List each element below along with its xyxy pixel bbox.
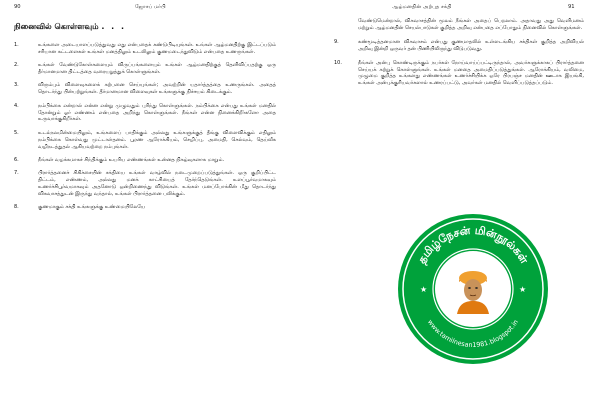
section-title bbox=[14, 22, 126, 32]
item-number: 5. bbox=[14, 129, 19, 136]
item-number: 8. bbox=[14, 204, 19, 211]
list-item bbox=[334, 39, 584, 53]
section-title-dots: . . . bbox=[101, 22, 127, 31]
item-number: 2. bbox=[14, 62, 19, 69]
star-icon: ★ bbox=[420, 285, 428, 294]
item-text: வேண்டுமென்றால், விசுவாசத்தின் மூலம் நீங்கள் அதைப் பெறலாம். அதாவது அது வெளிமனம் மற்றும் ஆழ்மனதின் செயல்பாடுகள் குறித்த அறிவு என்பதை எப்போதும் நினைவில் கொள்ளுங்கள். bbox=[358, 18, 584, 31]
item-number: 10. bbox=[334, 59, 342, 66]
list-item bbox=[14, 204, 276, 211]
emblem-url-text: www.tamilnesan1981.blogspot.in bbox=[426, 318, 520, 350]
portrait-icon bbox=[453, 266, 493, 314]
right-page bbox=[300, 0, 600, 400]
list-item bbox=[14, 62, 276, 76]
item-text: பிரார்த்தனைச் சிகிச்சையின் சக்தியை உங்கள் வாழ்வில் நடைமுறைப்படுத்துங்கள். ஒரு குறிப்பிட்ட திட்டம், எண்ணம், அல்லது மனக் காட்சியைத் தேர்ந்தெடுங்கள். உளப்பூர்வமாகவும் உணர்ச்சிபூர்வமாகவும் அதனோடு ஒன்றிணைந்து விடுங்கள். உங்கள் மனப்போக்கின் மீது தொடர்ந்து விசுவாசத்துடன் இருந்து வந்தால், உங்கள் பிரார்த்தனை பலிக்கும். bbox=[38, 170, 276, 197]
item-number: 6. bbox=[14, 156, 19, 163]
summary-list-continued bbox=[334, 18, 584, 94]
item-text: குணமாகும் சக்தி உங்களுக்கு உண்மையிலேயே bbox=[38, 204, 146, 211]
item-text: நீங்கள் அன்பு கொண்டிருக்கும் நபர்கள் நோய்வாய்ப்பட்டிருந்தால், அவர்களுக்காகப் பிரார்த்தனை செய்யக் கற்றுக் கொள்ளுங்கள். உங்கள் மனதை அமைதிப்படுத்துங்கள். ஆரோக்கியம், வலிமை, முழுமை குறித்த உங்களது எண்ணங்கள் உணர்ச்சியிக்க ஒரே பிரபஞ்ச மனதின் ஊடாக இயங்கி, உங்கள் அன்புக்குரியவர்களால் உணரப்பட்டு, அவர்கள் மனதில் வெளிப்படுத்தப்படும். bbox=[358, 59, 584, 87]
item-text: கண்மூடித்தனமான விசுவாசம் என்பது குணமாதலில் உள்ளடங்கிய சக்திகள் குறித்த அறிவியல் அறிவு இன்றி ஒருவர் தன் பிணியிலிருந்து விடுபடுவது. bbox=[358, 38, 584, 52]
section-title-text: நினைவில் கொள்ளவும் bbox=[14, 22, 99, 31]
item-number: 3. bbox=[14, 82, 19, 89]
publisher-emblem bbox=[398, 214, 548, 364]
list-item bbox=[14, 82, 276, 96]
running-title: ஆழ்மனதின் அற்புத சக்தி bbox=[392, 4, 452, 10]
item-number: 9. bbox=[334, 38, 339, 45]
list-item bbox=[14, 130, 276, 151]
list-item bbox=[14, 157, 276, 164]
summary-list bbox=[14, 42, 276, 217]
list-item bbox=[334, 18, 584, 32]
item-number: 4. bbox=[14, 102, 19, 109]
item-text: உங்கள் வேண்டுகோள்களையும் விருப்பங்களையும் உங்கள் ஆழ்மனதிற்குத் தெளிவிப்பதற்கு ஒரு தீர்மானமான திட்டத்தை வரையறுத்துக் கொள்ளுங்கள். bbox=[38, 62, 276, 76]
list-item bbox=[14, 103, 276, 124]
item-text: உடல்நலமின்மையிலும், உங்களைப் பாதிக்கும் அல்லது உங்களுக்குத் தீங்கு விளைவிக்கும் எதிலும் நம்பிக்கை கொள்வது முட்டாள்தனம். பூரண ஆரோக்கியம், செழிப்பு, அமைதி, செல்வம், தெய்வீக வழிநடத்துதல் ஆகியவற்றை நம்புங்கள். bbox=[38, 129, 276, 150]
emblem-ring-text: தமிழ்நேசன் மின்நூல்கள் bbox=[415, 223, 531, 266]
page-number: 90 bbox=[14, 4, 21, 10]
item-number bbox=[334, 18, 358, 32]
item-text: விரும்பும் விளைவுகளைக் கற்பனை செய்யுங்கள்; அவற்றின் யதார்த்தத்தை உணருங்கள். அதைத் தொடர்ந்து பின்பற்றுங்கள். தீர்மானமான விளைவுகள் உங்களுக்கு நிச்சயம் கிடைக்கும். bbox=[38, 82, 276, 96]
list-item bbox=[334, 60, 584, 88]
star-icon: ★ bbox=[519, 285, 527, 294]
item-text: நீங்கள் வழக்கமாகச் சிந்திக்கும் உயரிய எண்ணங்கள் உன்னத நிகழ்வுகளாக மாறும். bbox=[38, 156, 225, 163]
item-text: உங்களை அடையாளப்படுத்துவது எது என்பதைக் கண்டுபிடியுங்கள். உங்கள் ஆழ்மனதிற்கு இட்டப்படும் சரியான கட்டளைகள் உங்கள் மனத்திலும் உடலிலும் குணமடைந்துவிடும் என்பதை உணருங்கள். bbox=[38, 42, 276, 55]
list-item bbox=[14, 170, 276, 198]
item-text: நம்பிக்கை என்றால் என்ன என்று முழுவதும் புரிந்து கொள்ளுங்கள். நம்பிக்கை என்பது உங்கள் மனதில் தோன்றும் ஓர் எண்ணம் என்பதை அறிந்து கொள்ளுங்கள். நீங்கள் என்ன நினைக்கிறீர்களோ அதை உருவாக்குகிறீர்கள். bbox=[38, 102, 276, 123]
item-number: 1. bbox=[14, 42, 19, 48]
item-number: 7. bbox=[14, 170, 19, 177]
running-title: ஜோசப் மர்பி bbox=[135, 4, 166, 10]
page-number: 91 bbox=[568, 4, 575, 10]
list-item bbox=[14, 42, 276, 56]
